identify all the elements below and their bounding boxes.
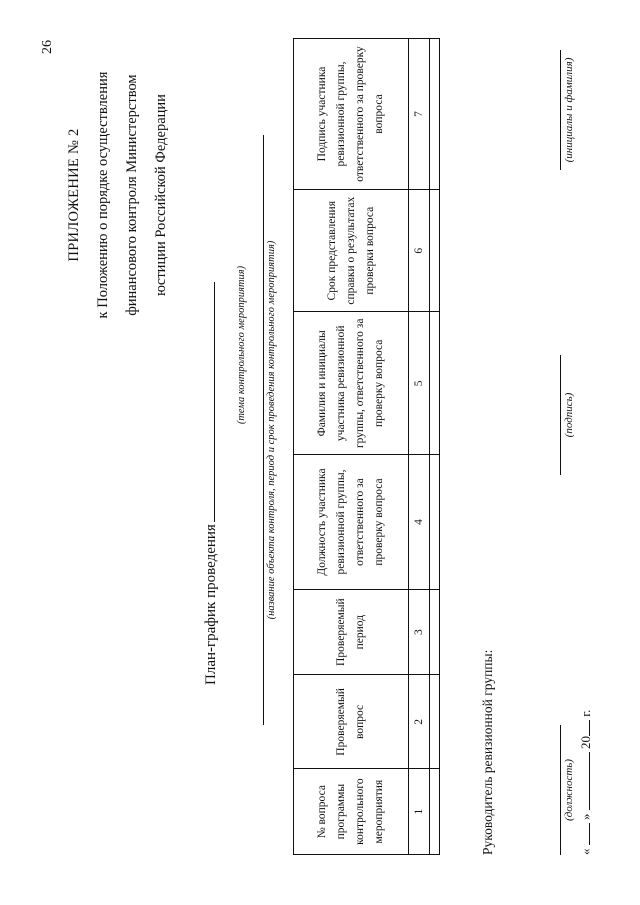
date-line bbox=[577, 710, 594, 855]
date-day-blank bbox=[577, 823, 590, 845]
signature-line bbox=[560, 355, 561, 475]
date-century: 20 bbox=[578, 736, 593, 749]
column-number: 4 bbox=[409, 455, 430, 590]
table-cell bbox=[430, 39, 440, 190]
appendix-line: финансового контроля Министерством bbox=[124, 74, 140, 316]
column-number: 5 bbox=[409, 312, 430, 455]
column-number: 7 bbox=[409, 39, 430, 190]
signature-caption: (подпись) bbox=[563, 392, 575, 438]
plan-topic-blank-line bbox=[200, 282, 215, 522]
position-caption: (должность) bbox=[563, 759, 575, 821]
head-of-group-label: Руководитель ревизионной группы: bbox=[480, 649, 495, 855]
plan-title: План-график проведения bbox=[203, 524, 219, 685]
plan-title-row bbox=[200, 282, 220, 685]
appendix-title: ПРИЛОЖЕНИЕ № 2 bbox=[66, 128, 82, 262]
name-line bbox=[560, 50, 561, 170]
page-number: 26 bbox=[40, 40, 55, 54]
table-cell bbox=[430, 190, 440, 312]
table-cell bbox=[430, 769, 440, 855]
column-number: 6 bbox=[409, 190, 430, 312]
object-caption: (название объекта контроля, период и срок проведения контрольного мероприятия) bbox=[266, 240, 277, 620]
column-number: 1 bbox=[409, 769, 430, 855]
appendix-line: юстиции Российской Федерации bbox=[153, 94, 169, 296]
name-caption: (инициалы и фамилия) bbox=[563, 57, 575, 163]
column-number-row bbox=[409, 39, 430, 855]
date-suffix: г. bbox=[578, 709, 593, 717]
date-close-quote: » bbox=[578, 813, 593, 820]
position-line bbox=[560, 725, 561, 855]
appendix-line: к Положению о порядке осуществления bbox=[95, 71, 111, 319]
header-cell: Должность участника ревизионной группы, ответственного за проверку вопроса bbox=[294, 455, 409, 590]
appendix-header bbox=[60, 5, 176, 385]
header-cell: Срок представления справки о результатах проверки вопроса bbox=[294, 190, 409, 312]
table-cell bbox=[430, 312, 440, 455]
table-cell bbox=[430, 589, 440, 675]
date-year-blank bbox=[577, 720, 590, 736]
table-cell bbox=[430, 455, 440, 590]
table-row bbox=[430, 39, 440, 855]
column-number: 3 bbox=[409, 589, 430, 675]
plan-table bbox=[293, 38, 440, 855]
column-number: 2 bbox=[409, 675, 430, 769]
topic-caption: (тема контрольного мероприятия) bbox=[236, 265, 247, 425]
header-cell: Фамилия и инициалы участника ревизионной группы, ответственного за проверку вопроса bbox=[294, 312, 409, 455]
header-cell: Проверяемый период bbox=[294, 589, 409, 675]
date-open-quote: « bbox=[578, 848, 593, 855]
table-cell bbox=[430, 675, 440, 769]
header-cell: Подпись участника ревизионной группы, ответственного за проверку вопроса bbox=[294, 39, 409, 190]
date-month-blank bbox=[577, 752, 590, 810]
table-header-row bbox=[294, 39, 409, 855]
object-blank-line bbox=[263, 135, 264, 725]
header-cell: Проверяемый вопрос bbox=[294, 675, 409, 769]
header-cell: № вопроса программы контрольного мероприятия bbox=[294, 769, 409, 855]
